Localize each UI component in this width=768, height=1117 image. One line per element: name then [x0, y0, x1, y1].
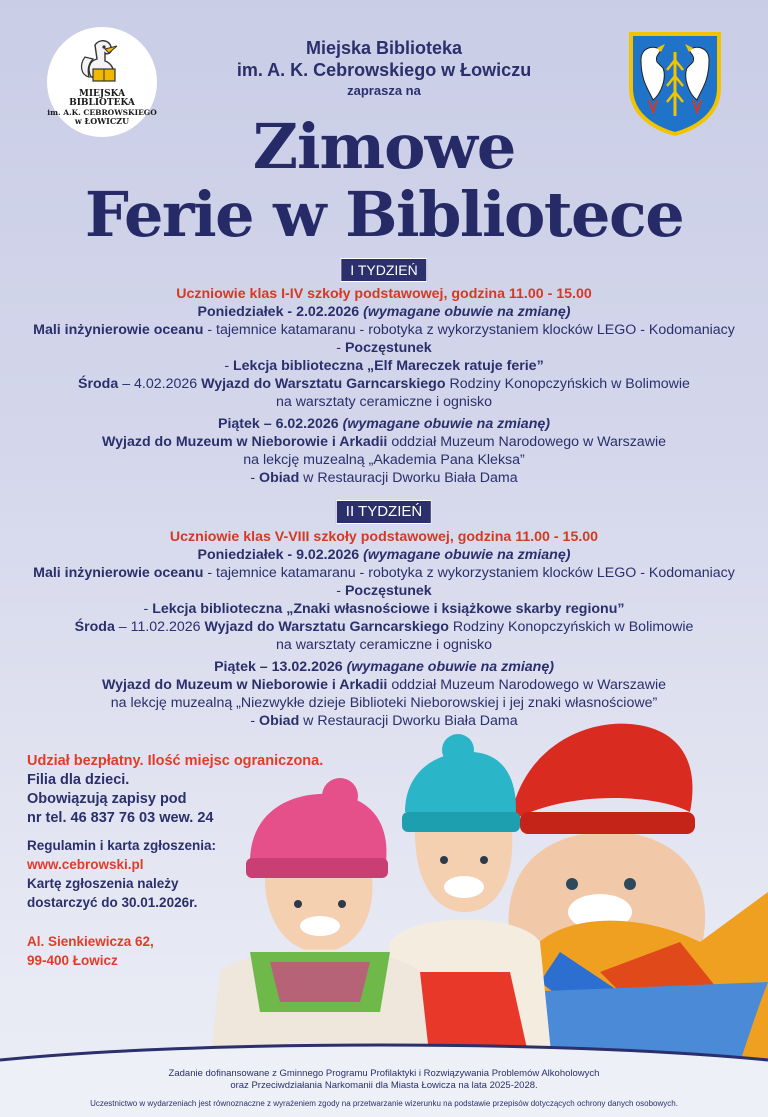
week2-monday — [0, 546, 768, 564]
week2-friday-title: Wyjazd do Muzeum w Nieborowie i Arkadii — [102, 677, 388, 693]
week1-lesson-dash: - — [224, 358, 233, 374]
org-name-line2: im. A. K. Cebrowskiego w Łowiczu — [236, 60, 532, 80]
week1-monday-title: Mali inżynierowie oceanu — [33, 322, 204, 338]
week2-wednesday-desc2: na warsztaty ceramiczne i ognisko — [275, 637, 493, 653]
week2-lesson-label: Lekcja biblioteczna „Znaki własnościowe i książkowe skarby regionu” — [152, 601, 625, 617]
week1-friday-date: Piątek – 6.02.2026 — [218, 416, 343, 432]
signup-text: Obowiązują zapisy pod — [27, 791, 187, 807]
week2-audience: Uczniowie klas V-VIII szkoły podstawowej, godzina 11.00 - 15.00 — [169, 529, 599, 545]
week2-lesson-dash: - — [143, 601, 153, 617]
week1-wednesday-date: – 4.02.2026 — [118, 376, 202, 392]
deliver-text-1: Kartę zgłoszenia należy — [27, 876, 179, 891]
org-name-line1: Miejska Biblioteka — [305, 38, 463, 58]
week2-monday-date: Poniedziałek - 9.02.2026 — [197, 547, 364, 563]
week2-snack-dash: - — [336, 583, 345, 599]
week1-wednesday-day: Środa — [78, 376, 119, 392]
week2-lesson — [0, 600, 768, 618]
address-line1: Al. Sienkiewicza 62, — [27, 934, 154, 949]
week2-monday-note: (wymagane obuwie na zmianę) — [363, 547, 571, 563]
week2-friday-date: Piątek – 13.02.2026 — [214, 659, 347, 675]
week1-lunch-dash: - — [250, 470, 260, 486]
week2-schedule — [0, 528, 768, 730]
week2-wednesday-day: Środa — [74, 619, 115, 635]
week1-monday-activity — [0, 321, 768, 339]
week2-monday-activity — [0, 564, 768, 582]
title-line2: Ferie w Bibliotece — [84, 178, 684, 251]
deliver-text-2: dostarczyć do 30.01.2026r. — [27, 895, 198, 910]
week2-badge: II TYDZIEŃ — [336, 500, 432, 524]
week2-friday-desc: oddział Muzeum Narodowego w Warszawie — [387, 677, 666, 693]
website-link[interactable]: www.cebrowski.pl — [27, 857, 144, 872]
week1-friday-desc: oddział Muzeum Narodowego w Warszawie — [387, 434, 666, 450]
week1-monday-desc: - tajemnice katamaranu - robotyka z wykorzystaniem klocków LEGO - Kodomaniacy — [203, 322, 735, 338]
week1-friday-title: Wyjazd do Muzeum w Nieborowie i Arkadii — [102, 434, 388, 450]
week1-lunch — [0, 469, 768, 487]
info-block — [27, 752, 323, 828]
week1-lesson-label: Lekcja biblioteczna „Elf Mareczek ratuje ferie” — [233, 358, 544, 374]
footer-line2: oraz Przeciwdziałania Narkomanii dla Miasta Łowicza na lata 2025-2028. — [230, 1080, 538, 1091]
week2-snack — [0, 582, 768, 600]
branch-text: Filia dla dzieci. — [27, 772, 130, 788]
week1-lesson — [0, 357, 768, 375]
week2-monday-title: Mali inżynierowie oceanu — [33, 565, 204, 581]
footer-line3: Uczestnictwo w wydarzeniach jest równoznaczne z wyrażeniem zgody na przetwarzanie wizerunku na podstawie przepisów dotyczących ochrony danych osobowych. — [90, 1099, 678, 1108]
week2-wednesday-desc: Rodziny Konopczyńskich w Bolimowie — [448, 619, 694, 635]
address-block — [27, 932, 154, 970]
week1-monday-date: Poniedziałek - 2.02.2026 — [197, 304, 364, 320]
week2-wednesday-date: – 11.02.2026 — [114, 619, 205, 635]
week1-wednesday-desc: Rodziny Konopczyńskich w Bolimowie — [445, 376, 690, 392]
week1-monday — [0, 303, 768, 321]
free-entry-text: Udział bezpłatny. Ilość miejsc ograniczona. — [27, 753, 324, 769]
week1-wednesday — [0, 375, 768, 393]
week1-friday-desc2: na lekcję muzealną „Akademia Pana Kleksa” — [243, 452, 525, 468]
week1-lunch-desc: w Restauracji Dworku Biała Dama — [299, 470, 518, 486]
logo-line1: MIEJSKA BIBLIOTEKA — [69, 88, 135, 109]
title-line1: Zimowe — [252, 110, 516, 183]
week1-friday-activity — [0, 433, 768, 451]
week1-snack-label: Poczęstunek — [344, 340, 432, 356]
week1-wednesday-desc2: na warsztaty ceramiczne i ognisko — [275, 394, 493, 410]
address-line2: 99-400 Łowicz — [27, 953, 118, 968]
week2-wednesday-title: Wyjazd do Warsztatu Garncarskiego — [204, 619, 449, 635]
week1-badge: I TYDZIEŃ — [340, 258, 427, 282]
logo-line3: w ŁOWICZU — [74, 115, 130, 126]
week1-friday — [0, 415, 768, 433]
week1-lunch-label: Obiad — [259, 470, 300, 486]
week2-friday-activity — [0, 676, 768, 694]
week2-wednesday — [0, 618, 768, 636]
rules-text: Regulamin i karta zgłoszenia: — [27, 838, 217, 853]
week2-lunch-dash: - — [250, 713, 260, 729]
week1-snack — [0, 339, 768, 357]
week2-monday-desc: - tajemnice katamaranu - robotyka z wykorzystaniem klocków LEGO - Kodomaniacy — [203, 565, 735, 581]
week2-friday-note: (wymagane obuwie na zmianę) — [346, 659, 554, 675]
week2-friday — [0, 658, 768, 676]
week1-snack-dash: - — [336, 340, 345, 356]
logo-line2: im. A.K. CEBROWSKIEGO — [47, 107, 157, 117]
week1-friday-note: (wymagane obuwie na zmianę) — [342, 416, 550, 432]
week2-lunch-desc: w Restauracji Dworku Biała Dama — [299, 713, 518, 729]
week2-lunch-label: Obiad — [259, 713, 300, 729]
week1-monday-note: (wymagane obuwie na zmianę) — [363, 304, 571, 320]
week1-schedule — [0, 285, 768, 487]
week2-snack-label: Poczęstunek — [344, 583, 432, 599]
rules-block — [27, 836, 216, 912]
footer-line1: Zadanie dofinansowane z Gminnego Programu Profilaktyki i Rozwiązywania Problemów Alkoholowych — [168, 1068, 600, 1079]
week2-friday-desc2: na lekcję muzealną „Niezwykłe dzieje Biblioteki Nieborowskiej i jej znaki własnościowe” — [110, 695, 658, 711]
invites-text: zaprasza na — [347, 83, 421, 98]
week1-audience: Uczniowie klas I-IV szkoły podstawowej, godzina 11.00 - 15.00 — [176, 286, 592, 302]
week1-wednesday-title: Wyjazd do Warsztatu Garncarskiego — [201, 376, 446, 392]
footer — [0, 1068, 768, 1109]
phone-text: nr tel. 46 837 76 03 wew. 24 — [27, 810, 214, 826]
